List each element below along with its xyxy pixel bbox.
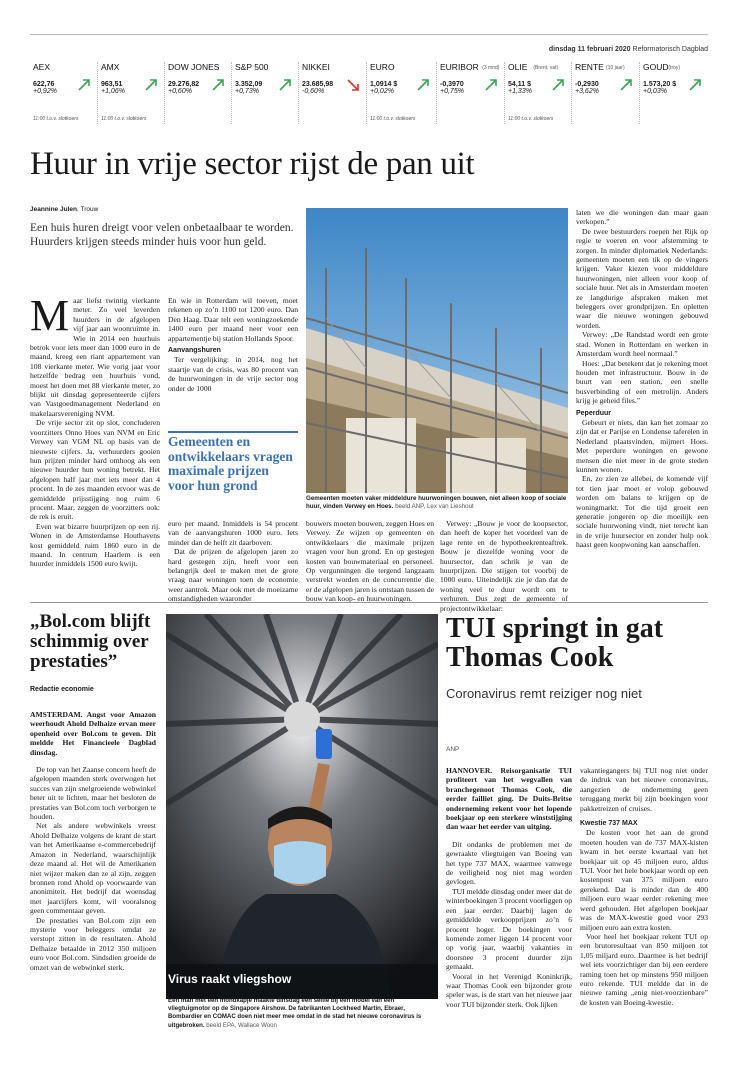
ticker-value: 1.573,20 $ [643,81,677,88]
ticker-value: 54,11 $ [508,81,531,88]
ticker-change: +0,92% [33,88,57,95]
ticker-change: +0,03% [643,88,667,95]
photo1-caption [306,495,568,511]
dateline [549,46,708,53]
article1-col1 [30,291,160,569]
ticker-name: AMX [101,62,120,72]
paragraph: vakantiegangers bij TUI nog niet onder de indruk van het nieuwe coronavirus, aangezien de onderneming geen teruggang merkt bij zijn boekingen voor pakketreizen of cruises. [580,766,708,813]
ticker-euribor [436,62,504,124]
ticker-change: -0,60% [302,88,325,95]
article3-subhead: Coronavirus remt reiziger nog niet [446,686,642,701]
ticker-change: +1,33% [508,88,532,95]
ticker-name: AEX [33,62,51,72]
ticker-sub: (10 jaar) [606,65,625,71]
arrow-up-right-icon [688,78,702,92]
paragraph: Gebeurt er niets, dan kan het zomaar zo zijn dat er Parijse en Londense taferelen in Nederland plaatsvinden, mijmert Hoes. Met peperdure woningen en gewone mensen die niet meer in de grote steden kunnen wonen. [576,417,708,474]
ticker-value: 1,0914 $ [370,81,398,88]
paragraph: Even wat bizarre huurprijzen op een rij. Wonen in de Amsterdamse Houthavens kost gemiddeld ruim 1860 euro in de maand. In centrum Haarlem is een huurder inmiddels 1500 euro kwijt. [30,521,160,569]
ticker-note: 11:00 t.o.v. slotkoers [508,116,554,122]
issue-date: dinsdag 11 februari 2020 [548,46,631,53]
ticker-name: EURO [370,62,395,72]
article3-intro: HANNOVER. Reisorganisatie TUI profiteert van het wegvallen van branchegenoot Thomas Cook, die eerder failliet ging. De Duits-Britse onderneming rekent voor het lopende boekjaar op een sterkere winststijging dan waar het eerder van uitging. [446,766,572,832]
ticker-value: -0,2930 [575,81,599,88]
arrow-down-right-icon [346,78,360,92]
article2-intro: AMSTERDAM. Angst voor Amazon weerhoudt Ahold Delhaize ervan meer openheid over Bol.com te geven. Dit meldde Het Financieele Dagblad dinsdag. [30,710,156,757]
ticker-amx [97,62,164,124]
photo2-caption [168,997,438,1030]
ticker-name: RENTE [575,62,604,72]
ticker-name: EURIBOR [440,62,479,72]
article3-headline: TUI springt in gat Thomas Cook [446,613,664,673]
top-rule [30,34,708,35]
ticker-name: GOUD [643,62,669,72]
paragraph: De vrije sector zit op slot, concluderen voorzitters Onno Hoes van NVM en Eric Verwey van VGM NL op basis van de nieuwste cijfers. Ja, verhuurders gooien hun prijzen minder hard omhoog als een nieuwe huurder hun woning betrekt. Het afgelopen half jaar met iets meer dan 4 procent. In de zes maanden ervoor was de gemiddelde prijsstijging nog ruim 6 procent. Maar, zeggen de voorzitters ook: de rek is eruit. [30,418,160,522]
article2-body [30,710,156,972]
ticker-value: 3.352,09 [235,81,263,88]
photo2-title: Virus raakt vliegshow [168,972,292,986]
ticker-aex [30,62,97,124]
ticker-sub: (troy) [668,65,681,71]
article1-col5 [576,208,708,550]
paragraph: euro per maand. Inmiddels is 54 procent van de aanvangshuren 1000 euro. Iets minder dan de helft zit daarboven. [168,519,298,547]
paragraph: De kosten voor het aan de grond moeten houden van de 737 MAX-kisten kwam in het eerste kwartaal van het boekjaar uit op 45 miljoen euro, aldus TUI. Voor het hele boekjaar wordt op een kostenpost van 375 miljoen euro gerekend. Dat is minder dan de 400 miljoen euro waar eerder rekening mee werd gehouden. Het afgelopen boekjaar was de MAX-kwestie goed voor 293 miljoen euro aan extra kosten. [580,828,708,932]
ticker-note: 11:00 t.o.v. slotkoers [33,116,79,122]
paragraph: TUI meldde dinsdag onder meer dat de winterboekingen 3 procent voorliggen op een jaar eerder. Daarbij lagen de gemiddelde verkoopprijzen zo’n 6 procent hoger. De boekingen voor komende zomer liggen 14 procent voor op vorig jaar, waarbij vakanties in doorsnee 3 procent duurder zijn gemaakt. [446,886,572,972]
arrow-up-right-icon [211,78,225,92]
article2-byline: Redactie economie [30,686,94,693]
ticker-value: 963,51 [101,81,123,88]
ticker-change: +0,75% [440,88,464,95]
article3-col1 [446,766,572,1009]
arrow-up-right-icon [416,78,430,92]
paragraph: Vooral in het Verenigd Koninkrijk, waar Thomas Cook een bijzonder grote speler was, is de start van het nieuwe jaar voor TUI bijzonder sterk. Ook lijken [446,971,572,1009]
article2-headline: „Bol.com blijft schimmig over prestaties” [30,611,151,672]
arrow-up-right-icon [551,78,565,92]
paper-name: Reformatorisch Dagblad [632,46,708,53]
article1-headline: Huur in vrije sector rijst de pan uit [30,146,475,182]
article1-byline [30,206,98,213]
ticker-name: OLIE [508,62,528,72]
paragraph: Hoes: „Dat betekent dat je rekening moet houden met infrastructuur. Bouw in de buurt van een station, een snelle busverbinding of een metrolijn. Anders krijg je geheid files.” [576,358,708,406]
article3-byline: ANP [446,746,460,753]
ticker-value: 29.276,82 [168,81,200,88]
ticker-value: -0,3970 [440,81,464,88]
ticker-olie [504,62,571,124]
article1-lead: Een huis huren dreigt voor velen onbetaalbaar te worden. Huurders krijgen steeds minder huis voor hun geld. [30,222,294,248]
photo2-caption-text: Een man met een mondkapje maakte dinsdag een selfie bij een model van een vliegtuigmotor op de Singapore Airshow. De fabrikanten Lockheed Martin, Ebraer, Bombardier en COMAC doen niet meer mee omdat in de stad het nieuwe coronavirus is uitgebroken. [168,997,422,1029]
arrow-up-right-icon [619,78,633,92]
paragraph: aar liefst twintig vierkante meter. Zo veel leverden huurders in de afgelopen vijf jaar aan woonruimte in. Wie in 2014 een huurhuis betrok voor iets meer dan 1000 euro in de maand, kreeg een riant appartement van 108 vierkante meter. Wie vorig jaar voor hetzelfde bedrag een huurhuis vond, moest het doen met 88 vierkante meter, zo blijkt uit dinsdag gepresenteerde cijfers van Vastgoedmanagement Nederland en makelaarsvereniging NVM. [30,296,160,418]
paragraph: Verwey: „Bouw je voor de koopsector, dan heeft de koper het voordeel van de lage rente en de hypotheekrenteaftrek. Bouw je diezelfde woning voor de huursector, dan schrik je van de huurprijzen. Die stijgen tot voorbij de 1000 euro. Uiteindelijk zie je dan dat de woning veel te duur wordt om te verhuren. Dus zegt de gemeente of projectontwikkelaar: [440,519,568,613]
arrow-up-right-icon [278,78,292,92]
article1-col4 [440,519,568,613]
paragraph: laten we die woningen dan maar gaan verkopen.” [576,208,708,227]
ticker-s-p-500 [231,62,298,124]
paragraph: En, zo zien ze allebei, de komende vijf tot tien jaar moet er volop gebouwd worden om balans te krijgen op de woningmarkt. Tot die tijd groeit een generatie jongeren op die moeilijk een sociale huurwoning vindt, niet terecht kan in de vrije huursector en zonder hulp ook haast geen koopwoning kan aanschaffen. [576,474,708,550]
dropcap: M [30,291,70,340]
ticker-change: +3,62% [575,88,599,95]
ticker-sub: (Brent, vat) [533,65,559,71]
paragraph: Voor heel het boekjaar rekent TUI op een brutoresultaat van 850 miljoen tot 1,05 miljard euro. Daarmee is het bedrijf wel iets voorzichtiger dan bij een eerdere raming toen het op minstens 950 miljoen euro rekende. TUI meldde dat in de nieuwe raming „enig niet-voorzienbare” de kosten van Boeing-kwestie. [580,931,708,1007]
arrow-up-right-icon [484,78,498,92]
photo1-caption-text: Gemeenten moeten vaker middeldure huurwoningen bouwen, niet alleen koop of sociale huur, vinden Verwey en Hoes. [306,495,567,510]
paragraph: De prestaties van Bol.com zijn een mysterie voor beleggers omdat ze verstopt zitten in de resultaten. Ahold Delhaize betaalde in 2012 350 miljoen euro voor Bol.com. Sindsdien groeide de omzet van de webwinkel sterk. [30,915,156,972]
housing-construction-photo [306,208,568,493]
article1-col2-cont [168,519,298,604]
subheading: Peperduur [576,409,612,417]
ticker-goud [639,62,708,124]
arrow-up-right-icon [77,78,91,92]
ticker-value: 23.685,98 [302,81,334,88]
ticker-name: NIKKEI [302,62,330,72]
photo2-credit: beeld EPA, Wallace Woon [204,1021,277,1029]
photo1-credit: beeld ANP, Lex van Lieshout [393,503,474,510]
airshow-selfie-photo [166,614,438,999]
article1-col3 [306,519,434,604]
pull-quote: Gemeenten en ontwikkelaars vragen maximale prijzen voor hun grond [168,431,298,493]
paragraph: Net als andere webwinkels vreest Ahold Delhaize volgens de krant de start van het Amerikaanse e-commercebedrijf Amazon in Nederland, waarschijnlijk deze maand al. Het wil de Amerikanen niet wijzer maken dan ze al zijn, zeggen bronnen rond Ahold op voorwaarde van anonimiteit. Het bedrijf dat woensdag met jaarcijfers komt, wil vooralsnog geen commentaar geven. [30,821,156,916]
subheading: Aanvangshuren [168,347,221,355]
section-divider [30,602,708,603]
ticker-change: +1,06% [101,88,125,95]
ticker-value: 622,76 [33,81,55,88]
paragraph: bouwers moeten bouwen, zeggen Hoes en Verwey. Ze wijzen op gemeenten en ontwikkelaars die maximale prijzen vragen voor hun grond. En op gestegen kosten van bouwmateriaal en personeel. Op vergunningen die tergend langzaam verstrekt worden en de concurrentie die er de afgelopen jaren is ontstaan tussen de bouw van koop- en huurwoningen. [306,519,434,604]
paragraph: Verwey: „De Randstad wordt een grote stad. Wonen in Rotterdam en werken in Amsterdam wordt heel normaal.” [576,330,708,359]
ticker-name: DOW JONES [168,62,220,72]
paragraph: Ter vergelijking: in 2014, nog het staartje van de crisis, was 80 procent van de huurwoningen in de vrije sector nog onder de 1000 [168,355,298,393]
ticker-sub: (3 mnd) [482,65,500,71]
ticker-note: 11:00 t.o.v. slotkoers [370,116,416,122]
ticker-change: +0,73% [235,88,259,95]
ticker-name: S&P 500 [235,62,269,72]
subheading: Kwestie 737 MAX [580,820,638,828]
ticker-dow-jones [164,62,231,124]
article1-author: Jeannine Julen [30,206,77,213]
paragraph: De top van het Zaanse concern heeft de afgelopen maanden sterk overwogen het succes van zijn snelgroeiende webwinkel beter uit te lichten, maar het besloten de prestaties van Bol.com toch verborgen te houden. [30,765,156,822]
article1-col2 [168,296,298,393]
article3-col2 [580,766,708,1007]
ticker-rente [571,62,639,124]
ticker-note: 11:00 t.o.v. slotkoers [101,116,147,122]
ticker-nikkei [298,62,366,124]
ticker-change: +0,02% [370,88,394,95]
paragraph: Dit ondanks de problemen met de gewraakte vliegtuigen van Boeing van het type 737 MAX, waarmee vanwege de veiligheid nog niet mag worden gevlogen. [446,839,572,887]
paragraph: Dat de prijzen de afgelopen jaren zo hard gestegen zijn, heeft voor een belangrijk deel te maken met de grote vraag naar woningen toen de economie weer aantrok. Maar ook met de moeizame omstandigheden waaronder [168,547,298,604]
paragraph: En wie in Rotterdam wil toeven, moet rekenen op zo’n 1100 tot 1200 euro. Dan Den Haag. Daar telt een woningzoekende 1400 euro per maand neer voor een appartementje bij station Hollands Spoor. [168,296,298,343]
ticker-euro [366,62,436,124]
arrow-up-right-icon [144,78,158,92]
market-ticker [30,62,708,124]
ticker-change: +0,60% [168,88,192,95]
article1-source: , Trouw [76,206,99,213]
paragraph: De twee bestuurders roepen het Rijk op regie te voeren en voor afstemming te zorgen. In minder diplomatiek Nederlands: gemeenten moeten een tik op de vingers krijgen. Vaker kiezen voor middeldure huurwoningen, niet alleen voor koop of sociale huur. Net als in Amsterdam moeten ze langdurige afspraken maken met beleggers over grondprijzen. En opletten waar die nieuwe woningen gebouwd worden. [576,226,708,330]
